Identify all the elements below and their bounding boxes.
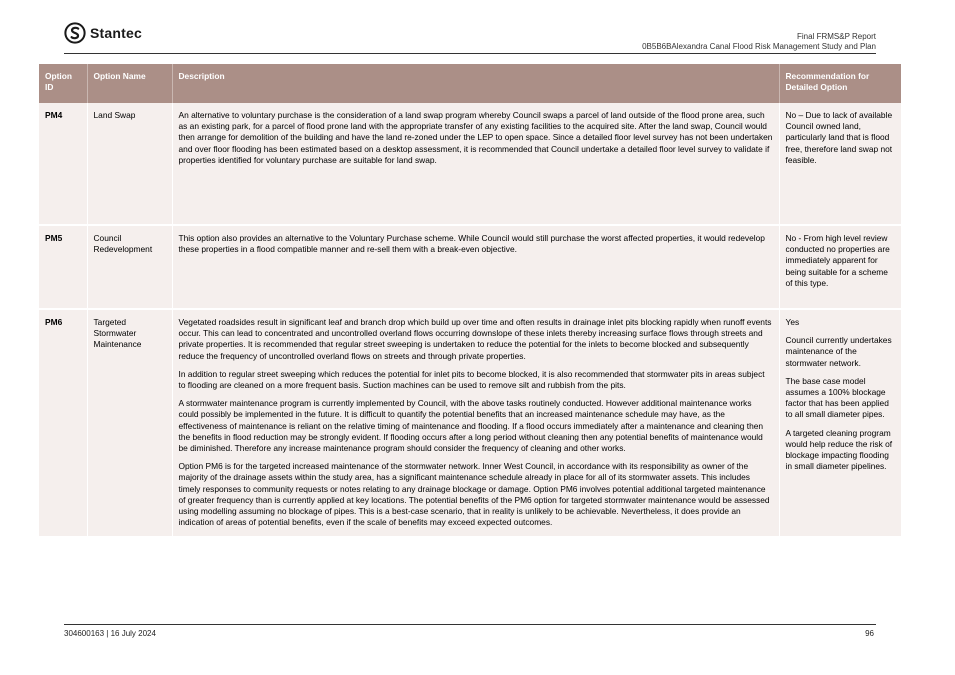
option-name: Council Redevelopment bbox=[87, 225, 172, 309]
option-recommendation bbox=[779, 103, 901, 225]
column-header-recommendation: Recommendation for Detailed Option bbox=[779, 64, 901, 103]
description-paragraph: A stormwater maintenance program is currently implemented by Council, with the above tasks routinely conducted. However additional maintenance works could possibly be implemented in the future. It is difficult to quantify the potential benefits that an increased maintenance schedule may have, as the effectiveness of maintenance is reliant on the relative timing of maintenance and flooding. If a flood occurs immediately after a maintenance and cleaning then the benefits in flood reduction may be strongly evident. If flooding occurs after a long period without cleaning then any potential benefits of maintenance would be diminished. Therefore any increase maintenance program should consider the frequency of cleaning and other works. bbox=[178, 398, 764, 454]
option-description bbox=[172, 309, 779, 537]
recommendation-paragraph: Yes bbox=[785, 317, 800, 327]
recommendation-paragraph: The base case model assumes a 100% blockage factor that has been applied to all small diameter pipes. bbox=[785, 375, 889, 420]
recommendation-paragraph: Council currently undertakes maintenance of the stormwater network. bbox=[785, 335, 892, 368]
option-recommendation bbox=[779, 225, 901, 309]
column-header-option-id: Option ID bbox=[39, 64, 87, 103]
table-row bbox=[39, 309, 901, 537]
column-header-option-name: Option Name bbox=[87, 64, 172, 103]
stantec-logo bbox=[64, 22, 142, 44]
option-name: Land Swap bbox=[87, 103, 172, 225]
recommendation-paragraph: No - From high level review conducted no properties are immediately apparent for being suitable for a scheme of this type. bbox=[785, 233, 890, 288]
description-paragraph: In addition to regular street sweeping which reduces the potential for inlet pits to become blocked, it is also recommended that stormwater pits in areas subject to flooding are cleaned on a more frequent basis. Suction machines can be used to remove silt and rubbish from the pits. bbox=[178, 368, 765, 391]
description-paragraph: Option PM6 is for the targeted increased maintenance of the stormwater network. Inner West Council, in accordance with its responsibility as owner of the majority of the drainage assets within the study area, has a significant maintenance schedule already in place for all of its stormwater assets. This includes timely responses to community requests or notes relating to any drainage blockage or damage. Option PM6 involves potential additional targeted maintenance of greater frequency than is currently applied at key locations. The potential benefits of the PM6 option for targeted stormwater maintenance would be assessed using modelling assuming no blockage of pipes. This is a best-case scenario, that in reality is unlikely to be achievable. Nevertheless, it does provide an indication of areas of potential benefits, even if the scale of benefits may exceed expected outcomes. bbox=[178, 461, 770, 528]
option-id: PM5 bbox=[39, 225, 87, 309]
option-id: PM6 bbox=[39, 309, 87, 537]
report-subtitle: 0B5B6BAlexandra Canal Flood Risk Management Study and Plan bbox=[642, 42, 876, 51]
column-header-description: Description bbox=[172, 64, 779, 103]
table-row bbox=[39, 225, 901, 309]
option-id: PM4 bbox=[39, 103, 87, 225]
description-paragraph: An alternative to voluntary purchase is the consideration of a land swap program whereby Council swaps a parcel of land outside of the flood prone area, such as an existing park, for a parcel of flood prone land with the appropriate transfer of any existing facilities to the acquired site. After the land swap, Council would then arrange for demolition of the building and have the land re-zoned under the LEP to open space. Since a detailed floor level survey has not been undertaken and over floor flooding has been estimated based on a desktop assessment, it is recommended that Council undertake a detailed floor level survey to validate if properties identified for voluntary purchase are suitable for land swap. bbox=[178, 110, 773, 165]
report-title: Final FRMS&P Report bbox=[797, 32, 876, 41]
page-number: 96 bbox=[865, 629, 874, 638]
report-info bbox=[642, 32, 876, 52]
page-footer bbox=[64, 624, 876, 638]
stantec-logo-icon bbox=[64, 22, 86, 44]
recommendation-paragraph: A targeted cleaning program would help reduce the risk of blockage impacting flooding in small diameter pipelines. bbox=[785, 427, 893, 472]
option-description bbox=[172, 103, 779, 225]
brand-name: Stantec bbox=[90, 25, 142, 41]
options-table bbox=[39, 64, 901, 538]
table-row bbox=[39, 103, 901, 225]
option-recommendation bbox=[779, 309, 901, 537]
description-paragraph: This option also provides an alternative to the Voluntary Purchase scheme. While Council would still purchase the worst affected properties, it would redevelop these properties in a flood compatible manner and re-sell them with a break-even objective. bbox=[178, 233, 765, 255]
table-header-row bbox=[39, 64, 901, 103]
recommendation-paragraph: No – Due to lack of available Council owned land, particularly land that is flood free, therefore land swap not feasible. bbox=[785, 110, 893, 165]
option-name: Targeted Stormwater Maintenance bbox=[87, 309, 172, 537]
option-description bbox=[172, 225, 779, 309]
page-header bbox=[64, 20, 876, 54]
document-reference: 304600163 | 16 July 2024 bbox=[64, 629, 156, 638]
description-paragraph: Vegetated roadsides result in significant leaf and branch drop which build up over time and often results in drainage inlet pits blocking rapidly when runoff events occur. This can lead to concentrated and uncontrolled overland flows occurring downslope of these inlets thereby increasing surface flows through streets and private properties. It is recommended that regular street sweeping is undertaken to reduce the potential for the inlets to become blocked and subsequently reduce the frequency of uncontrolled overland flows on streets and through private properties. bbox=[178, 317, 772, 361]
